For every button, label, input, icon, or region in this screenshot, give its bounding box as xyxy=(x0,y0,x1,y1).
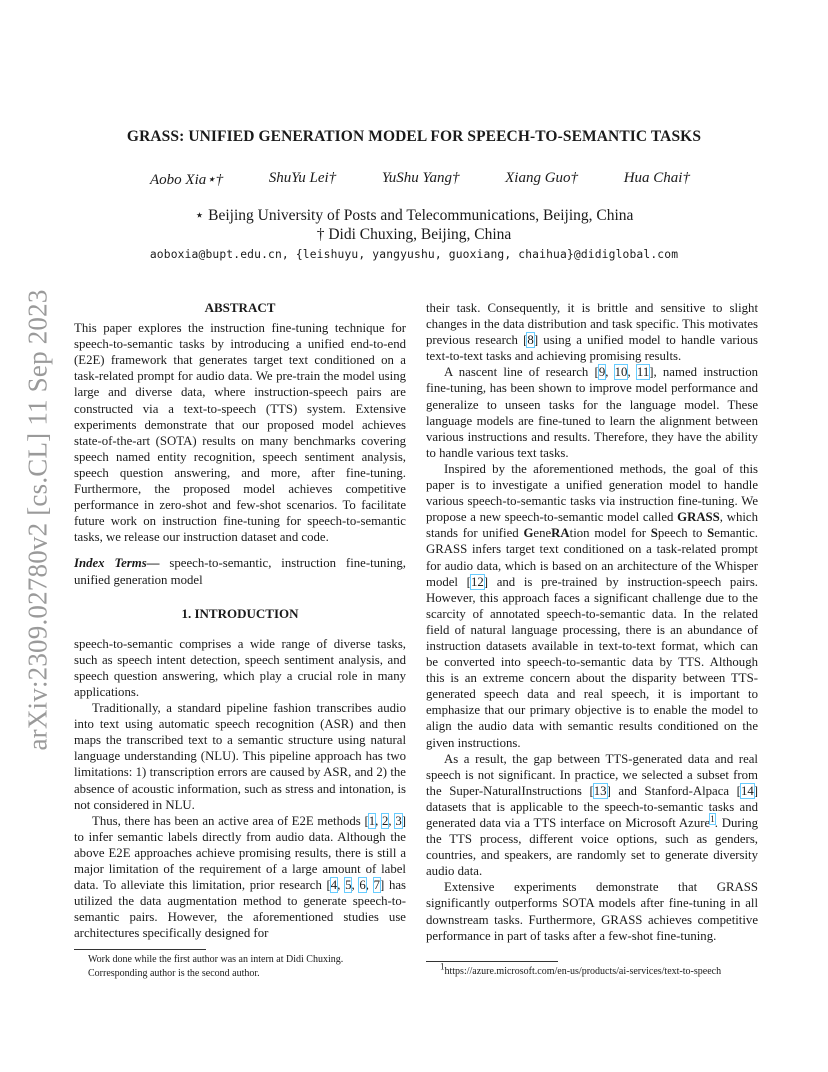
index-terms xyxy=(74,555,406,587)
author-name: Xiang Guo† xyxy=(505,170,579,186)
author-list xyxy=(150,170,690,189)
abstract-text: This paper explores the instruction fine-tuning technique for speech-to-semantic tasks by introducing a unified end-to-end (E2E) framework that generates target text conditioned on a task-related prompt for audio data. We pre-train the model using large and diverse data, where instruction-speech pairs are constructed via a text-to-speech (TTS) system. Extensive experiments demonstrate that our proposed model achieves state-of-the-art (SOTA) results on many benchmarks covering speech named entity recognition, speech sentiment analysis, speech question answering, and more, after fine-tuning. Furthermore, the proposed model achieves competitive performance in zero-shot and few-shot scenarios. To facilitate future work on instruction fine-tuning for speech-to-semantic tasks, we release our instruction dataset and code. xyxy=(74,321,406,545)
citation-link[interactable]: 4 xyxy=(330,878,338,893)
author-name: ShuYu Lei† xyxy=(268,170,337,186)
right-column xyxy=(426,300,758,944)
citation-link[interactable]: 11 xyxy=(636,365,650,380)
author-name: YuShu Yang† xyxy=(381,170,460,186)
footnote-right xyxy=(440,961,780,979)
author-name: Hua Chai† xyxy=(623,170,690,186)
body-paragraph: A nascent line of research [9, 10, 11], named instruction fine-tuning, has been shown to improve model performance and generalize to unseen tasks for the language model. These language models are fine-tuned to learn the alignment between various instructions and results. Therefore, they have the ability to handle various text tasks. xyxy=(426,365,758,460)
footnote-number: 1 xyxy=(440,961,445,972)
footnote-divider xyxy=(74,949,206,950)
index-terms-label: Index Terms— xyxy=(74,556,160,571)
intro-paragraph-3: Thus, there has been an active area of E2E methods [1, 2, 3] to infer semantic labels directly from audio data. Although the above E2E approaches achieve promising results, there is still a major limitation of the requirement of a large amount of label data. To alleviate this limitation, prior research [4, 5, 6, 7] has utilized the data augmentation method to generate speech-to-semantic pairs. However, the aforementioned studies use architectures specifically designed for xyxy=(74,813,407,941)
citation-link[interactable]: 9 xyxy=(598,365,606,380)
footnote-text: Work done while the first author was an intern at Didi Chuxing. xyxy=(88,954,344,965)
citation-link[interactable]: 13 xyxy=(593,783,607,798)
author-emails: aoboxia@bupt.edu.cn, {leishuyu, yangyushu, guoxiang, chaihua}@didiglobal.com xyxy=(149,248,679,261)
footnote-left xyxy=(88,953,418,981)
abstract-heading: ABSTRACT xyxy=(204,300,276,315)
paper-title: GRASS: UNIFIED GENERATION MODEL FOR SPEECH-TO-SEMANTIC TASKS xyxy=(126,128,702,145)
citation-link[interactable]: 12 xyxy=(470,574,484,589)
citation-link[interactable]: 1 xyxy=(368,813,376,828)
affiliation-2: † Didi Chuxing, Beijing, China xyxy=(316,226,512,243)
model-name: GRASS xyxy=(677,510,720,525)
body-paragraph: their task. Consequently, it is brittle and sensitive to slight changes in the data distribution and task specific. This motivates previous research [8] using a unified model to handle various text-to-text tasks and achieving promising results. xyxy=(426,301,758,364)
arxiv-stamp xyxy=(18,270,58,770)
index-terms-text: speech-to-semantic, instruction fine-tuning, unified generation model xyxy=(74,556,406,587)
left-column xyxy=(74,300,406,941)
body-paragraph: Extensive experiments demonstrate that GRASS significantly outperforms SOTA models after fine-tuning in all downstream tasks. Furthermore, GRASS achieves competitive performance in part of tasks after a few-shot fine-tuning. xyxy=(426,880,758,943)
citation-link[interactable]: 14 xyxy=(740,783,754,798)
citation-link[interactable]: 5 xyxy=(345,878,352,893)
citation-link[interactable]: 7 xyxy=(373,878,381,893)
citation-link[interactable]: 8 xyxy=(527,333,534,348)
footnote-mark[interactable]: 1 xyxy=(710,813,715,824)
citation-link[interactable]: 6 xyxy=(359,878,366,893)
intro-paragraph-2: Traditionally, a standard pipeline fashion transcribes audio into text using automatic speech recognition (ASR) and then maps the transcribed text to a semantic structure using natural language understanding (NLU). This pipeline approach has two limitations: 1) transcription errors are caused by ASR, and 2) the absence of acoustic information, such as stress and intonation, is not considered in NLU. xyxy=(74,701,406,812)
footnote-text: Corresponding author is the second author. xyxy=(88,968,260,979)
citation-link[interactable]: 3 xyxy=(395,813,402,828)
intro-paragraph-1: speech-to-semantic comprises a wide range of diverse tasks, such as speech intent detection, speech sentiment analysis, and speech question answering, which play a crucial role in many applications. xyxy=(74,636,406,699)
body-paragraph: As a result, the gap between TTS-generated data and real speech is not significant. In practice, we selected a subset from the Super-NaturalInstructions [13] and Stanford-Alpaca [14] datasets that is applicable to the speech-to-semantic tasks and generated data via a TTS interface on Microsoft Azure$^1$. During the TTS process, different voice options, such as genders, countries, and speakers, are randomly set to generate diversity audio data. xyxy=(426,751,758,879)
citation-link[interactable]: 2 xyxy=(382,813,389,828)
author-name: Aobo Xia⋆† xyxy=(150,172,224,188)
intro-heading: 1. INTRODUCTION xyxy=(181,605,299,621)
arxiv-stamp-text: arXiv:2309.02780v2 [cs.CL] 11 Sep 2023 xyxy=(22,289,53,751)
footnote-divider xyxy=(426,961,558,962)
citation-link[interactable]: 10 xyxy=(614,365,628,380)
affiliation-1: ⋆ Beijing University of Posts and Telecommunications, Beijing, China xyxy=(194,207,634,224)
footnote-url[interactable]: https://azure.microsoft.com/en-us/products/ai-services/text-to-speech xyxy=(444,966,722,977)
body-paragraph: Inspired by the aforementioned methods, the goal of this paper is to investigate a unified generation model to handle various speech-to-semantic tasks via instruction fine-tuning. We propose a new speech-to-semantic model called GRASS, which stands for unified GeneRAtion model for Speech to Semantic. GRASS infers target text conditioned on a task-related prompt for audio data, which is based on an architecture of the Whisper model [12] and is pre-trained by instruction-speech pairs. However, this approach faces a significant challenge due to the scarcity of annotated speech-to-semantic data. In the related field of natural language processing, there is an abundance of instruction datasets available in text-to-text format, which can be converted into speech-to-semantic data by TTS. Although this is an extreme concern about the disparity between TTS-generated speech data and real speech, it is important to emphasize that our primary objective is to enable the model to align the audio data with semantic results conditioned on the given instructions. xyxy=(426,461,758,750)
